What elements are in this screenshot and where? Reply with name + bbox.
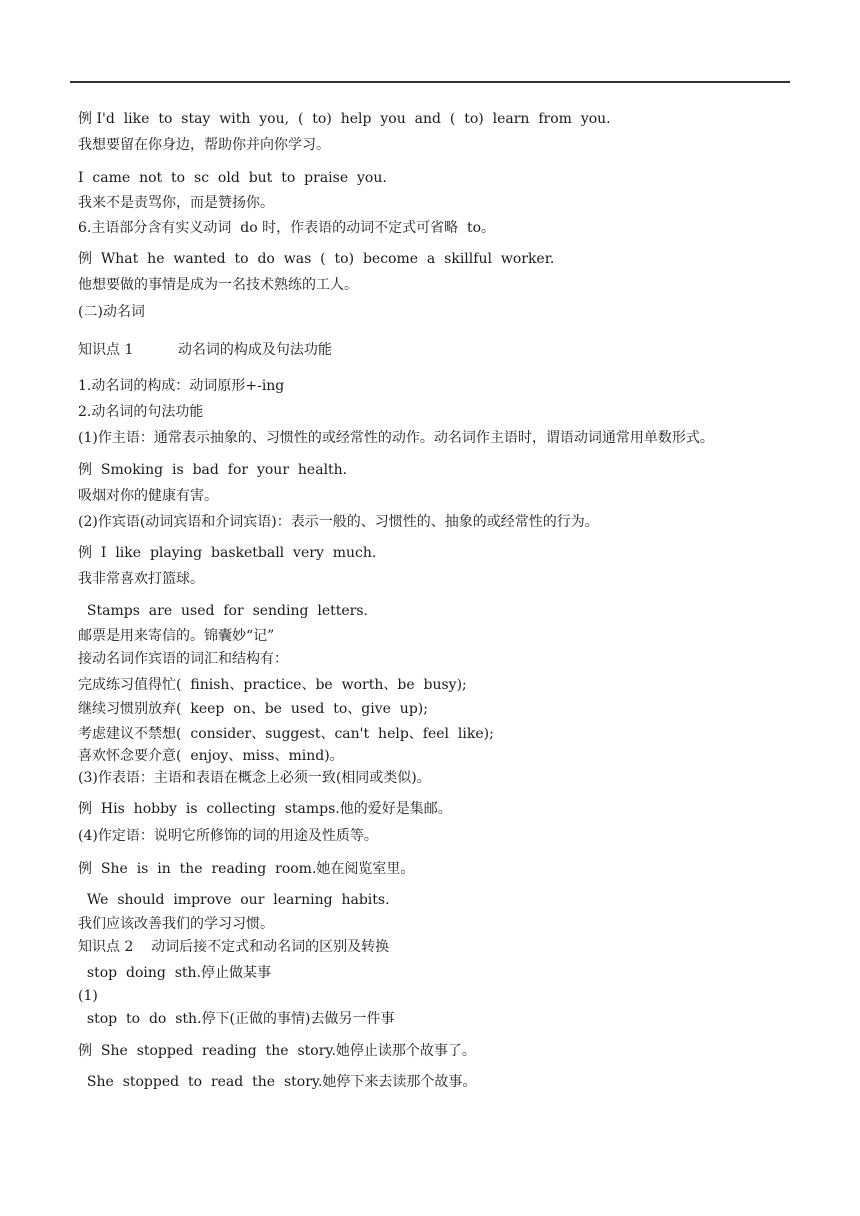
- text-line: stop doing sth.停止做某事: [78, 965, 272, 981]
- text-line: 例 She stopped reading the story.她停止读那个故事了。: [78, 1043, 476, 1059]
- text-line: 例 Smoking is bad for your health.: [78, 462, 348, 478]
- knowledge-point-heading: 知识点 2 动词后接不定式和动名词的区别及转换: [78, 939, 390, 955]
- text-line: 邮票是用来寄信的。锦囊妙“记”: [78, 628, 275, 644]
- section-heading: (二)动名词: [78, 304, 145, 320]
- text-line: (2)作宾语(动词宾语和介词宾语)：表示一般的、习惯性的、抽象的或经常性的行为。: [78, 514, 599, 530]
- text-line: 例 I'd like to stay with you, ( to) help you and ( to) learn from you.: [78, 111, 611, 127]
- text-line: 喜欢怀念要介意( enjoy、miss、mind)。: [78, 748, 344, 764]
- text-line: 考虑建议不禁想( consider、suggest、can't help、feel like);: [78, 726, 494, 742]
- text-line: 我来不是责骂你，而是赞扬你。: [78, 195, 274, 211]
- text-line: We should improve our learning habits.: [78, 892, 390, 908]
- text-line: Stamps are used for sending letters.: [78, 603, 368, 619]
- text-line: I came not to sc old but to praise you.: [78, 170, 387, 186]
- text-line: She stopped to read the story.她停下来去读那个故事。: [78, 1074, 477, 1090]
- text-line: 2.动名词的句法功能: [78, 404, 204, 420]
- text-line: 吸烟对你的健康有害。: [78, 488, 218, 504]
- text-line: 我非常喜欢打篮球。: [78, 571, 204, 587]
- knowledge-point-heading: 知识点 1 动名词的构成及句法功能: [78, 342, 332, 358]
- text-line: (4)作定语：说明它所修饰的词的用途及性质等。: [78, 828, 378, 844]
- text-line: 例 What he wanted to do was ( to) become a skillful worker.: [78, 251, 555, 267]
- text-line: 我们应该改善我们的学习习惯。: [78, 916, 274, 932]
- text-line: 例 She is in the reading room.她在阅览室里。: [78, 861, 415, 877]
- text-line: (1): [78, 988, 98, 1004]
- text-line: 完成练习值得忙( finish、practice、be worth、be busy);: [78, 677, 467, 693]
- text-line: 他想要做的事情是成为一名技术熟练的工人。: [78, 277, 358, 293]
- text-line: 接动名词作宾语的词汇和结构有：: [78, 651, 288, 667]
- text-line: 例 I like playing basketball very much.: [78, 545, 377, 561]
- text-line: 继续习惯别放弃( keep on、be used to、give up);: [78, 701, 428, 717]
- text-line: 我想要留在你身边，帮助你并向你学习。: [78, 137, 330, 153]
- text-line: (1)作主语：通常表示抽象的、习惯性的或经常性的动作。动名词作主语时，谓语动词通常用单数形式。: [78, 430, 714, 446]
- text-line: stop to do sth.停下(正做的事情)去做另一件事: [78, 1011, 395, 1027]
- text-line: 例 His hobby is collecting stamps.他的爱好是集邮。: [78, 801, 452, 817]
- header-rule: [70, 81, 790, 83]
- text-line: 6.主语部分含有实义动词 do 时，作表语的动词不定式可省略 to。: [78, 220, 496, 236]
- text-line: (3)作表语：主语和表语在概念上必须一致(相同或类似)。: [78, 770, 431, 786]
- text-line: 1.动名词的构成：动词原形+-ing: [78, 378, 285, 394]
